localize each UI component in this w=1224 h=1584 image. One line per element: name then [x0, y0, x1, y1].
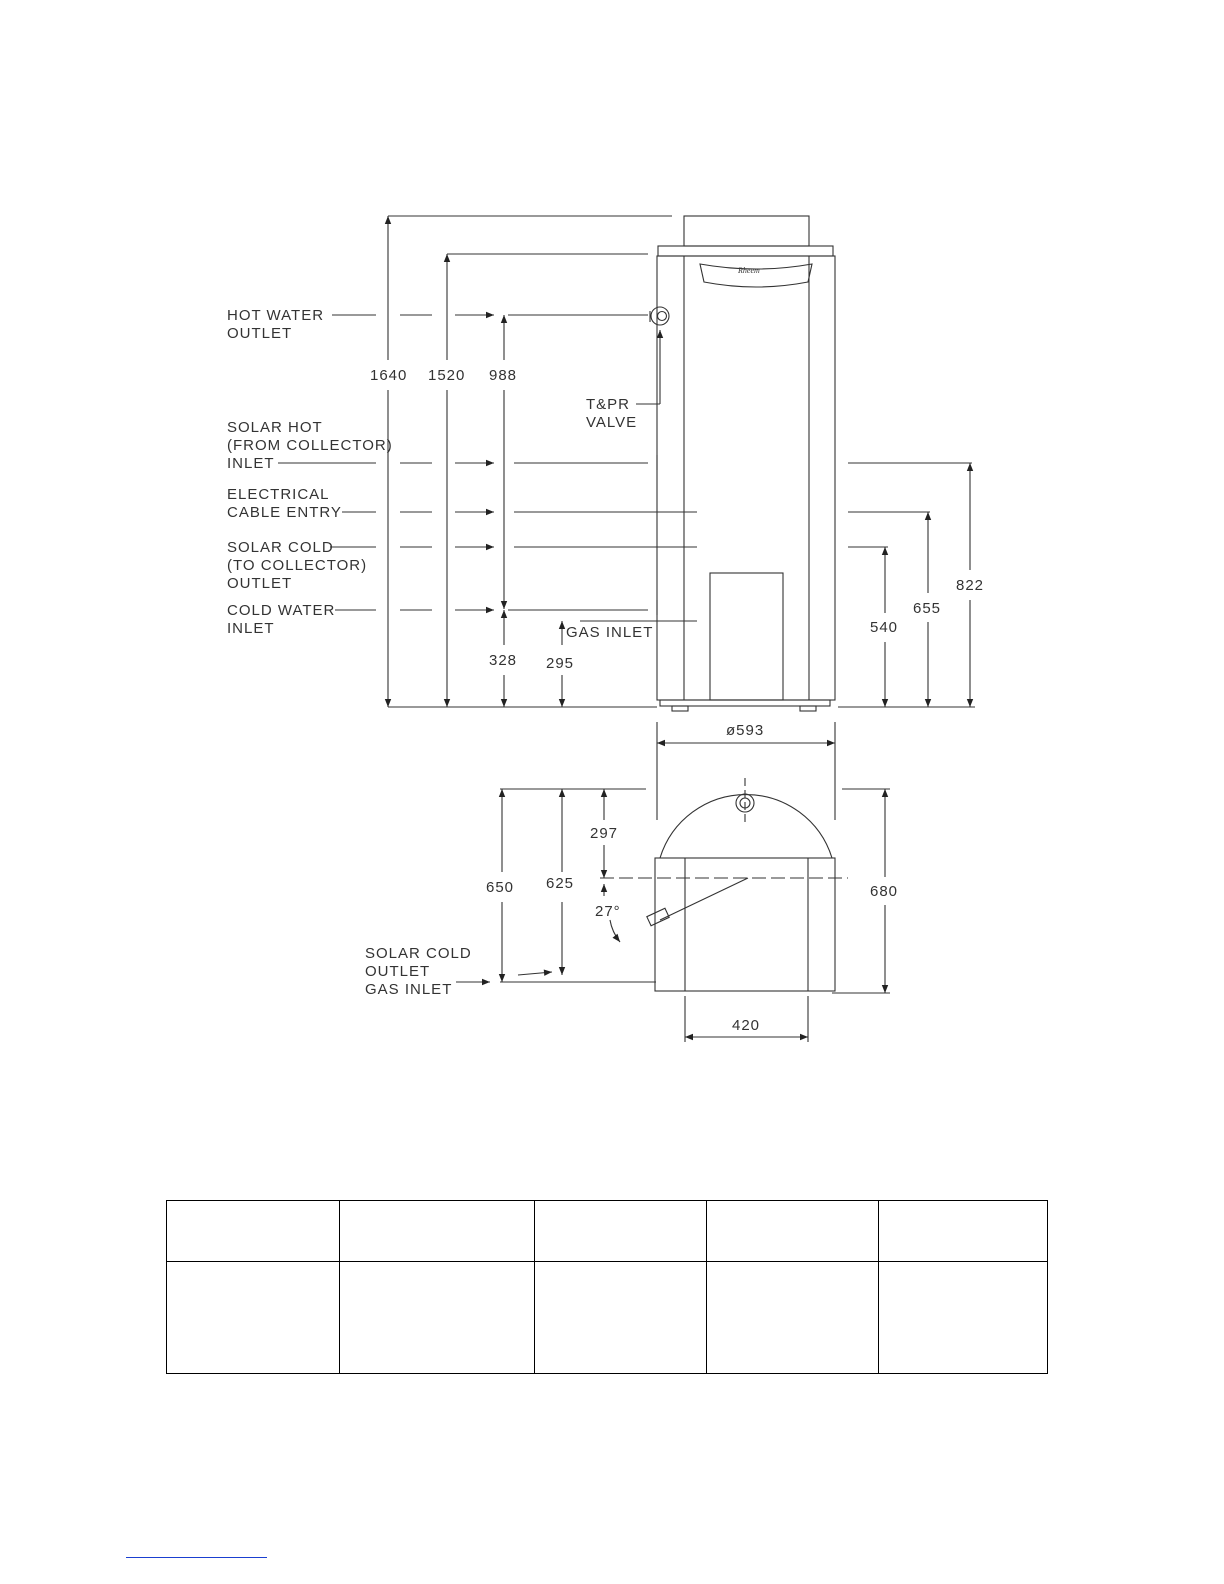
dim-diameter: ø593 — [726, 722, 765, 739]
combustion-door — [710, 573, 783, 700]
table-row — [167, 1262, 1048, 1374]
cold-water-inlet-label-2: INLET — [227, 620, 275, 637]
dim-1640: 1640 — [370, 367, 408, 384]
solar-cold-outlet-label-3: OUTLET — [227, 575, 293, 592]
solar-hot-inlet-label-3: INLET — [227, 455, 275, 472]
dim-655: 655 — [913, 600, 942, 617]
heater-base — [660, 700, 830, 706]
table-cell — [340, 1201, 535, 1262]
table-cell — [340, 1262, 535, 1374]
flue-cap — [684, 216, 809, 246]
table-cell — [167, 1201, 340, 1262]
table-header-row — [167, 1201, 1048, 1262]
plan-gas-inlet-label: GAS INLET — [365, 981, 453, 998]
brand-badge: Rheem — [738, 266, 760, 275]
electrical-cable-entry-label-1: ELECTRICAL — [227, 486, 330, 503]
right-dimension-lines — [838, 463, 975, 707]
solar-cold-outlet-label-1: SOLAR COLD — [227, 539, 334, 556]
hot-water-outlet-label-1: HOT WATER — [227, 307, 325, 324]
plan-solar-cold-outlet-label-1: SOLAR COLD — [365, 945, 472, 962]
table-cell — [535, 1201, 707, 1262]
table-cell — [879, 1262, 1048, 1374]
solar-hot-inlet-label-2: (FROM COLLECTOR) — [227, 437, 393, 454]
elevation-labels — [227, 266, 760, 641]
table-cell — [879, 1201, 1048, 1262]
elevation-dimension-values — [370, 367, 984, 672]
solar-hot-inlet-label-1: SOLAR HOT — [227, 419, 323, 436]
table-cell — [167, 1262, 340, 1374]
solar-cold-outlet-label-2: (TO COLLECTOR) — [227, 557, 368, 574]
dim-822: 822 — [956, 577, 985, 594]
dim-297: 297 — [590, 825, 619, 842]
tank-circle-arc — [660, 795, 832, 858]
dim-1520: 1520 — [428, 367, 466, 384]
gas-inlet-label: GAS INLET — [566, 624, 654, 641]
dim-420: 420 — [732, 1017, 761, 1034]
heater-lid — [658, 246, 833, 256]
dim-295: 295 — [546, 655, 575, 672]
table-cell — [535, 1262, 707, 1374]
dim-625: 625 — [546, 875, 575, 892]
heater-elevation — [650, 216, 835, 711]
electrical-cable-entry-label-2: CABLE ENTRY — [227, 504, 342, 521]
cold-water-inlet-label-1: COLD WATER — [227, 602, 336, 619]
specification-table — [166, 1200, 1048, 1374]
plan-solar-cold-outlet-label-2: OUTLET — [365, 963, 431, 980]
dim-988: 988 — [489, 367, 518, 384]
tpr-valve-label-1: T&PR — [586, 396, 631, 413]
dim-680: 680 — [870, 883, 899, 900]
dim-328: 328 — [489, 652, 518, 669]
table-cell — [707, 1262, 879, 1374]
heater-plan — [456, 722, 890, 1042]
dim-540: 540 — [870, 619, 899, 636]
table-cell — [707, 1201, 879, 1262]
dim-angle: 27° — [595, 903, 621, 920]
dim-650: 650 — [486, 879, 515, 896]
footnote-rule — [126, 1557, 267, 1558]
hot-water-outlet-label-2: OUTLET — [227, 325, 293, 342]
tpr-valve-label-2: VALVE — [586, 414, 638, 431]
